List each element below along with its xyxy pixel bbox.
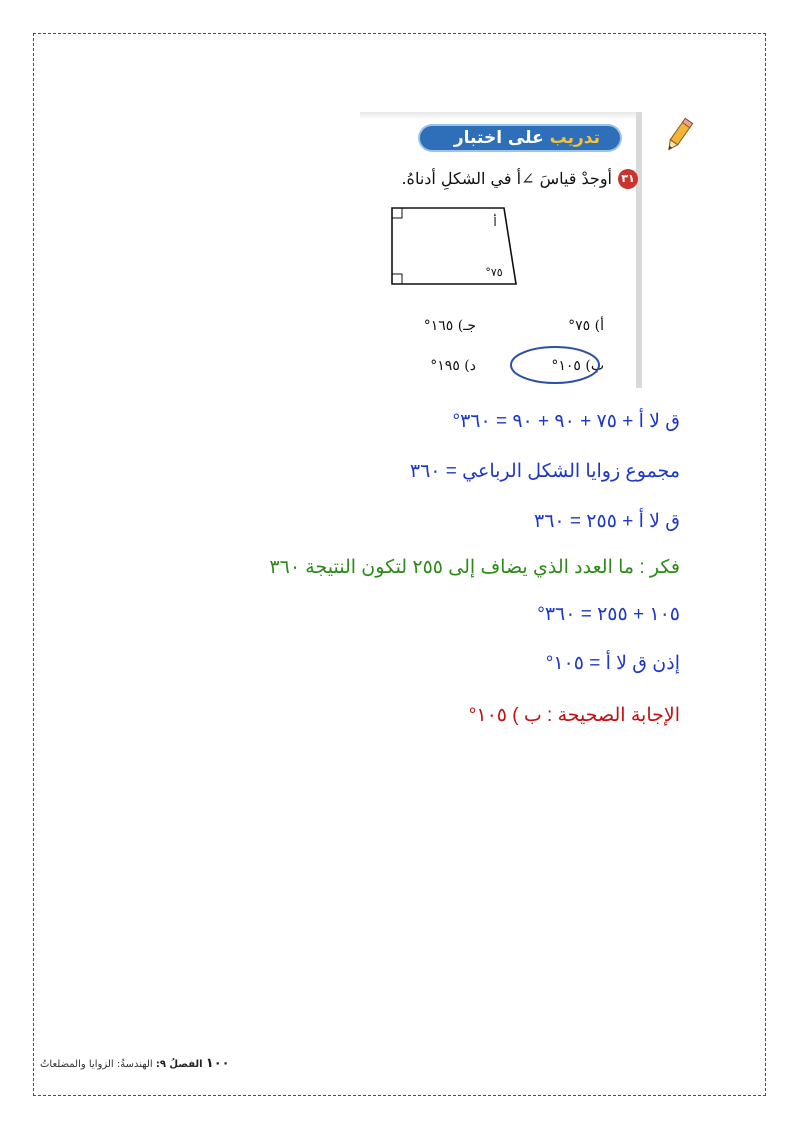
option-b[interactable]: ب) ١٠٥° <box>551 358 604 374</box>
solution-line-6: إذن ق لا أ = ١٠٥° <box>545 653 680 674</box>
chapter-label: الفصلُ ٩: <box>155 1059 203 1070</box>
option-a[interactable]: أ) ٧٥° <box>568 318 604 334</box>
solution-line-5: ١٠٥ + ٢٥٥ = ٣٦٠° <box>537 604 680 625</box>
option-c[interactable]: جـ) ١٦٥° <box>423 318 476 334</box>
quadrilateral-figure <box>382 204 522 294</box>
question-text: أوجدْ قياسَ ∠أ في الشكلِ أدناهُ. <box>401 169 612 188</box>
solution-line-3: ق لا أ + ٢٥٥ = ٣٦٠ <box>534 511 680 532</box>
chapter-title: الهندسةُ: الزوايا والمضلعاتُ <box>40 1059 153 1070</box>
question-number: ٣١ <box>618 169 638 189</box>
vertex-label: أ <box>493 215 497 229</box>
exercise-box <box>360 112 642 388</box>
pencil-icon <box>664 116 694 156</box>
banner-accent-text: تدريب <box>549 128 600 148</box>
banner-text: على اختبار <box>453 128 544 148</box>
option-d[interactable]: د) ١٩٥° <box>430 358 476 374</box>
solution-line-1: ق لا أ + ٧٥ + ٩٠ + ٩٠ = ٣٦٠° <box>452 411 680 432</box>
solution-line-4: فكر : ما العدد الذي يضاف إلى ٢٥٥ لتكون النتيجة ٣٦٠ <box>269 557 680 578</box>
angle-label: °٧٥ <box>485 266 503 279</box>
solution-answer: الإجابة الصحيحة : ب ) ١٠٥° <box>468 705 680 726</box>
page-footer <box>40 1056 230 1071</box>
selected-answer-circle <box>508 344 602 386</box>
solution-line-2: مجموع زوايا الشكل الرباعي = ٣٦٠ <box>409 461 680 482</box>
page-number: ١٠٠ <box>205 1056 230 1071</box>
test-practice-banner <box>420 120 628 152</box>
